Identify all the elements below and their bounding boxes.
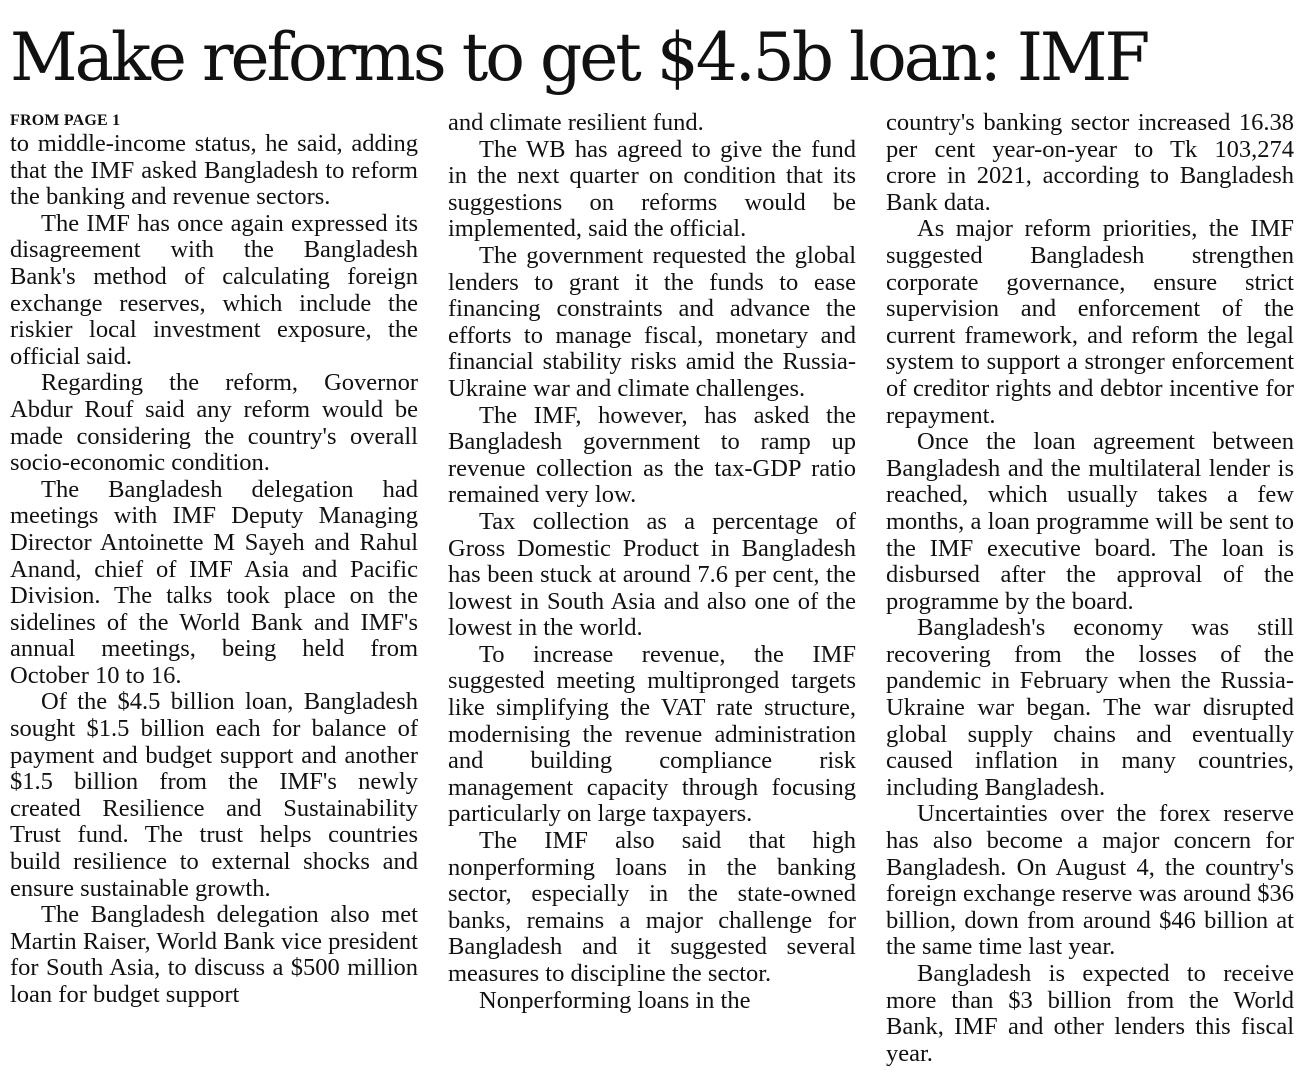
paragraph: to middle-income status, he said, adding that the IMF asked Bangladesh to reform the banking and revenue sectors. (10, 130, 418, 211)
paragraph: country's banking sector increased 16.38 per cent year-on-year to Tk 103,274 crore in 2021, according to Bangladesh Bank data. (886, 110, 1294, 216)
jump-kicker: FROM PAGE 1 (10, 112, 121, 129)
paragraph: As major reform priorities, the IMF suggested Bangladesh strengthen corporate governance, ensure strict supervision and enforcement of the current framework, and reform the legal system to support a stronger enforcement of creditor rights and debtor incentive for repayment. (886, 215, 1294, 429)
paragraph: Of the $4.5 billion loan, Bangladesh sought $1.5 billion each for balance of payment and budget support and another $1.5 billion from the IMF's newly created Resilience and Sustainability Trust fund. The trust helps countries build resilience to external shocks and ensure sustainable growth. (10, 688, 418, 902)
paragraph: and climate resilient fund. (448, 110, 704, 136)
paragraph: The IMF also said that high nonperforming loans in the banking sector, especially in the state-owned banks, remains a major challenge for Bangladesh and it suggested several measures to discipline the sector. (448, 827, 856, 987)
paragraph: The government requested the global lenders to grant it the funds to ease financing constraints and advance the efforts to manage fiscal, monetary and financial stability risks amid the Russia-Ukraine war and climate challenges. (448, 241, 856, 402)
paragraph: Uncertainties over the forex reserve has also become a major concern for Bangladesh. On August 4, the country's foreign exchange reserve was around $36 billion, down from around $46 billion at the same time last year. (886, 800, 1294, 961)
paragraph: The Bangladesh delegation had meetings with IMF Deputy Managing Director Antoinette M Sayeh and Rahul Anand, chief of IMF Asia and Pacific Division. The talks took place on the sidelines of the World Bank and IMF's annual meetings, being held from October 10 to 16. (10, 475, 418, 689)
paragraph: The Bangladesh delegation also met Martin Raiser, World Bank vice president for South Asia, to discuss a $500 million loan for budget support (10, 901, 418, 1008)
paragraph: Tax collection as a percentage of Gross Domestic Product in Bangladesh has been stuck at around 7.6 per cent, the lowest in South Asia and also one of the lowest in the world. (448, 507, 856, 642)
paragraph: The IMF has once again expressed its disagreement with the Bangladesh Bank's method of calculating foreign exchange reserves, which include the riskier local investment exposure, the official said. (10, 209, 418, 370)
paragraph: Bangladesh's economy was still recovering from the losses of the pandemic in February when the Russia-Ukraine war began. The war disrupted global supply chains and eventually caused inflation in many countries, including Bangladesh. (886, 614, 1294, 801)
article-column-3 (886, 110, 1294, 1075)
article-column-2 (448, 110, 856, 1075)
article-column-1 (10, 110, 418, 1075)
paragraph: Once the loan agreement between Bangladesh and the multilateral lender is reached, which usually takes a few months, a loan programme will be sent to the IMF executive board. The loan is disbursed after the approval of the programme by the board. (886, 428, 1294, 615)
paragraph: The WB has agreed to give the fund in the next quarter on condition that its suggestions on reforms would be implemented, said the official. (448, 135, 856, 243)
paragraph: Nonperforming loans in the (479, 986, 751, 1014)
paragraph: To increase revenue, the IMF suggested meeting multipronged targets like simplifying the VAT rate structure, modernising the revenue administration and building compliance risk management capacity through focusing particularly on large taxpayers. (448, 640, 856, 828)
paragraph: The IMF, however, has asked the Bangladesh government to ramp up revenue collection as the tax-GDP ratio remained very low. (448, 401, 856, 509)
paragraph: Regarding the reform, Governor Abdur Rouf said any reform would be made considering the country's overall socio-economic condition. (10, 369, 418, 477)
headline: Make reforms to get $4.5b loan: IMF (10, 19, 1148, 96)
paragraph: Bangladesh is expected to receive more than $3 billion from the World Bank, IMF and other lenders this fiscal year. (886, 960, 1294, 1067)
